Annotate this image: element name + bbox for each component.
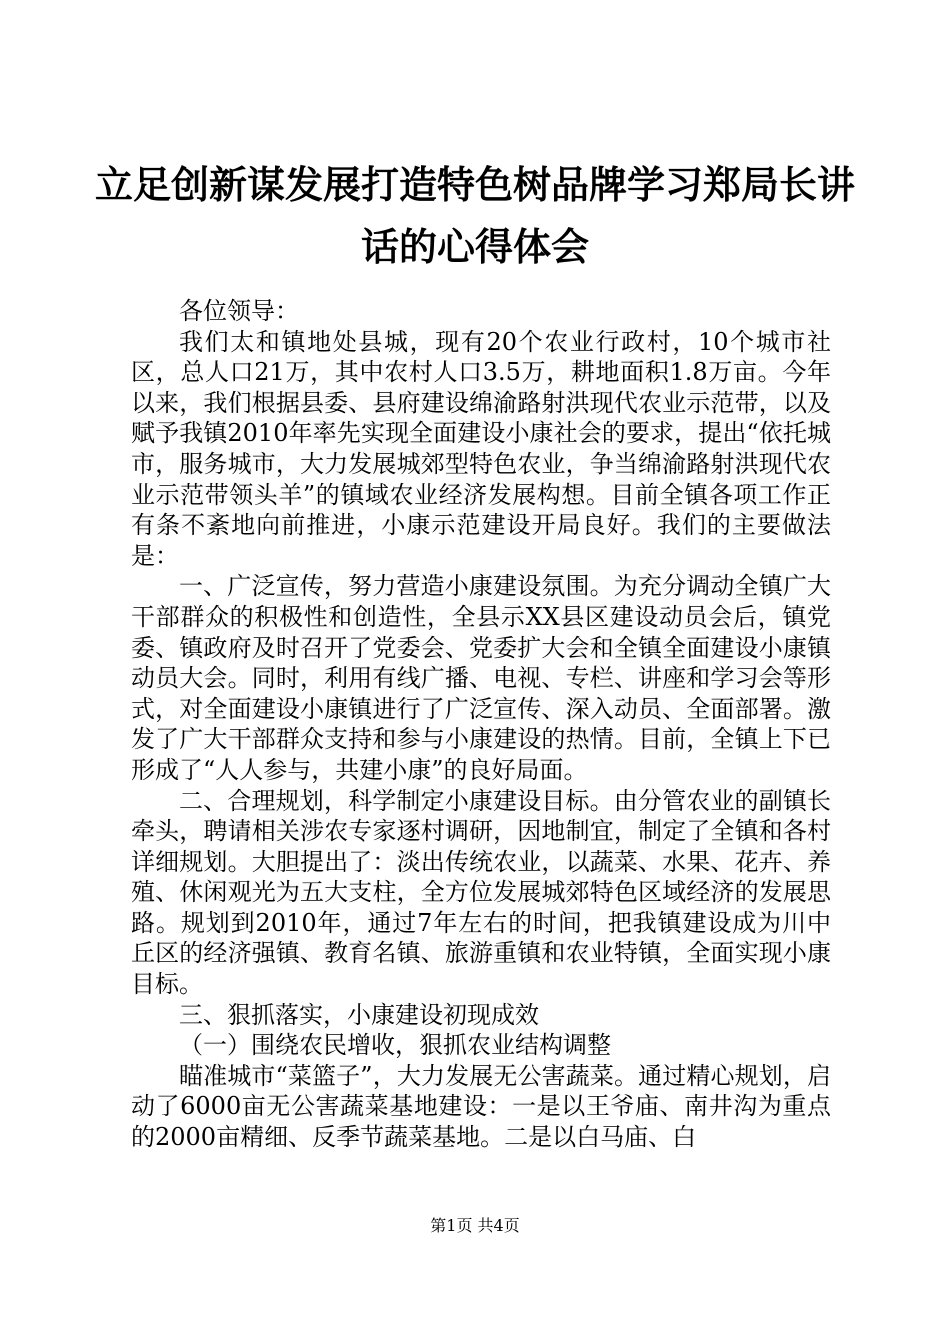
paragraph-vegetables: 瞄准城市“菜篮子”，大力发展无公害蔬菜。通过精心规划，启动了6000亩无公害蔬菜基地建设：一是以王爷庙、南井沟为重点的2000亩精细、反季节蔬菜基地。二是以白马庙、白 <box>131 1061 831 1152</box>
paragraph-section-1: 一、广泛宣传，努力营造小康建设氛围。为充分调动全镇广大干部群众的积极性和创造性，全县示XX县区建设动员会后，镇党委、镇政府及时召开了党委会、党委扩大会和全镇全面建设小康镇动员大会。同时，利用有线广播、电视、专栏、讲座和学习会等形式，对全面建设小康镇进行了广泛宣传、深入动员、全面部署。激发了广大干部群众支持和参与小康建设的热情。目前，全镇上下已形成了“人人参与，共建小康”的良好局面。 <box>131 572 831 784</box>
paragraph-section-2: 二、合理规划，科学制定小康建设目标。由分管农业的副镇长牵头，聘请相关涉农专家逐村调研，因地制宜，制定了全镇和各村详细规划。大胆提出了：淡出传统农业，以蔬菜、水果、花卉、养殖、休闲观光为五大支柱，全方位发展城郊特色区域经济的发展思路。规划到2010年，通过7年左右的时间，把我镇建设成为川中丘区的经济强镇、教育名镇、旅游重镇和农业特镇，全面实现小康目标。 <box>131 786 831 999</box>
document-body <box>131 296 831 1153</box>
document-title-line-1: 立足创新谋发展打造特色树品牌学习郑局长讲 <box>94 163 855 207</box>
heading-subsection-1: （一）围绕农民增收，狠抓农业结构调整 <box>179 1031 611 1060</box>
heading-section-3: 三、狠抓落实，小康建设初现成效 <box>179 1000 539 1029</box>
salutation: 各位领导： <box>179 297 299 325</box>
document-title-line-2: 话的心得体会 <box>360 225 589 269</box>
paragraph-intro: 我们太和镇地处县城，现有20个农业行政村，10个城市社区，总人口21万，其中农村人口3.5万，耕地面积1.8万亩。今年以来，我们根据县委、县府建设绵渝路射洪现代农业示范带，以及赋予我镇2010年率先实现全面建设小康社会的要求，提出“依托城市，服务城市，大力发展城郊型特色农业，争当绵渝路射洪现代农业示范带领头羊”的镇域农业经济发展构想。目前全镇各项工作正有条不紊地向前推进，小康示范建设开局良好。我们的主要做法是： <box>131 327 831 570</box>
page-number-footer: 第1页 共4页 <box>430 1216 520 1235</box>
